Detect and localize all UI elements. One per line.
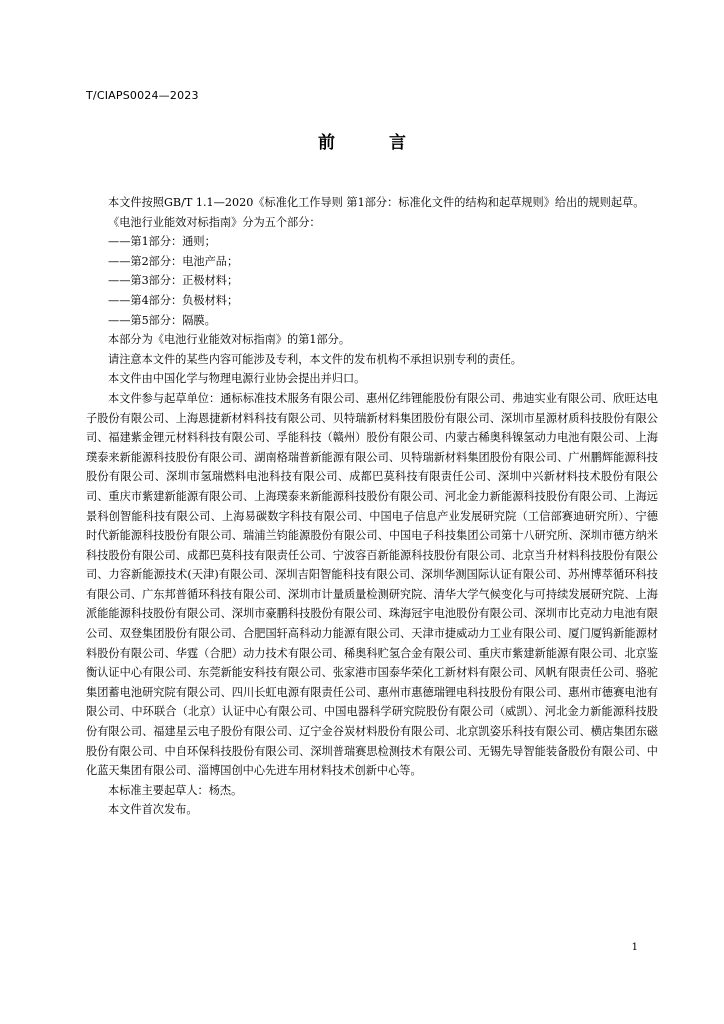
list-item-part-3: ——第3部分：正极材料；: [108, 274, 239, 288]
list-item-part-4: ——第4部分：负极材料；: [108, 293, 239, 307]
list-item-part-5: ——第5部分：隔膜。: [108, 313, 216, 327]
paragraph-proposer: 本文件由中国化学与物理电源行业协会提出并归口。: [108, 372, 366, 386]
document-body: [86, 193, 658, 820]
paragraph-patent-notice: 请注意本文件的某些内容可能涉及专利，本文件的发布机构不承担识别专利的责任。: [108, 352, 522, 366]
list-item-part-2: ——第2部分：电池产品；: [108, 254, 239, 268]
paragraph-drafters: 本标准主要起草人：杨杰。: [108, 783, 243, 797]
paragraph-first-release: 本文件首次发布。: [108, 803, 198, 817]
paragraph-drafting-rules: 本文件按照GB/T 1.1—2020《标准化工作导则 第1部分：标准化文件的结构和起草规则》给出的规则起草。: [108, 196, 645, 209]
page-title: 前 言: [318, 133, 430, 153]
page-number: 1: [631, 942, 638, 953]
standard-code: T/CIAPS0024—2023: [86, 89, 199, 102]
paragraph-this-part: 本部分为《电池行业能效对标指南》的第1部分。: [108, 333, 351, 347]
list-item-part-1: ——第1部分：通则；: [108, 235, 216, 249]
paragraph-parts-intro: 《电池行业能效对标指南》分为五个部分：: [108, 215, 321, 229]
paragraph-drafting-units: 本文件参与起草单位：通标标准技术服务有限公司、惠州亿纬锂能股份有限公司、弗迪实业有限公司、欣旺达电子股份有限公司、上海恩捷新材料科技有限公司、贝特瑞新材料集团股份有限公司、深圳市星源材质科技股份有限公司、福建紫金锂元材料科技有限公司、孚能科技（赣州）股份有限公司、内蒙古稀奥科镍氢动力电池有限公司、上海璞泰来新能源科技股份有限公司、湖南格瑞普新能源有限公司、贝特瑞新材料集团股份有限公司、广州鹏辉能源科技股份有限公司、深圳市氢瑞燃料电池科技有限公司、成都巴莫科技有限责任公司、深圳中兴新材料技术股份有限公司、重庆市紫建新能源有限公司、上海璞泰来新能源科技股份有限公司、河北金力新能源科技股份有限公司、上海远景科创智能科技有限公司、上海易碳数字科技有限公司、中国电子信息产业发展研究院（工信部赛迪研究所）、宁德时代新能源科技股份有限公司、瑞浦兰钧能源股份有限公司、中国电子科技集团公司第十八研究所、深圳市德方纳米科技股份有限公司、成都巴莫科技有限责任公司、宁波容百新能源科技股份有限公司、北京当升材料科技股份有限公司、力容新能源技术(天津)有限公司、深圳吉阳智能科技有限公司、深圳华测国际认证有限公司、苏州博萃循环科技有限公司、广东邦普循环科技有限公司、深圳市计量质量检测研究院、清华大学气候变化与可持续发展研究院、上海派能能源科技股份有限公司、深圳市豪鹏科技股份有限公司、珠海冠宇电池股份有限公司、深圳市比克动力电池有限公司、双登集团股份有限公司、合肥国轩高科动力能源有限公司、天津市捷威动力工业有限公司、厦门厦钨新能源材料股份有限公司、华霆（合肥）动力技术有限公司、稀奥科贮氢合金有限公司、重庆市紫建新能源有限公司、北京鉴衡认证中心有限公司、东莞新能安科技有限公司、张家港市国泰华荣化工新材料有限公司、风帆有限责任公司、骆驼集团蓄电池研究院有限公司、四川长虹电源有限责任公司、惠州市惠德瑞锂电科技股份有限公司、惠州市德赛电池有限公司、中环联合（北京）认证中心有限公司、中国电器科学研究院股份有限公司（威凯）、河北金力新能源科技股份有限公司、福建星云电子股份有限公司、辽宁金谷炭材料股份有限公司、北京凯姿乐科技有限公司、横店集团东磁股份有限公司、中自环保科技股份有限公司、深圳普瑞赛思检测技术有限公司、无锡先导智能装备股份有限公司、中化蓝天集团有限公司、淄博国创中心先进车用材料技术创新中心等。: [86, 391, 658, 778]
